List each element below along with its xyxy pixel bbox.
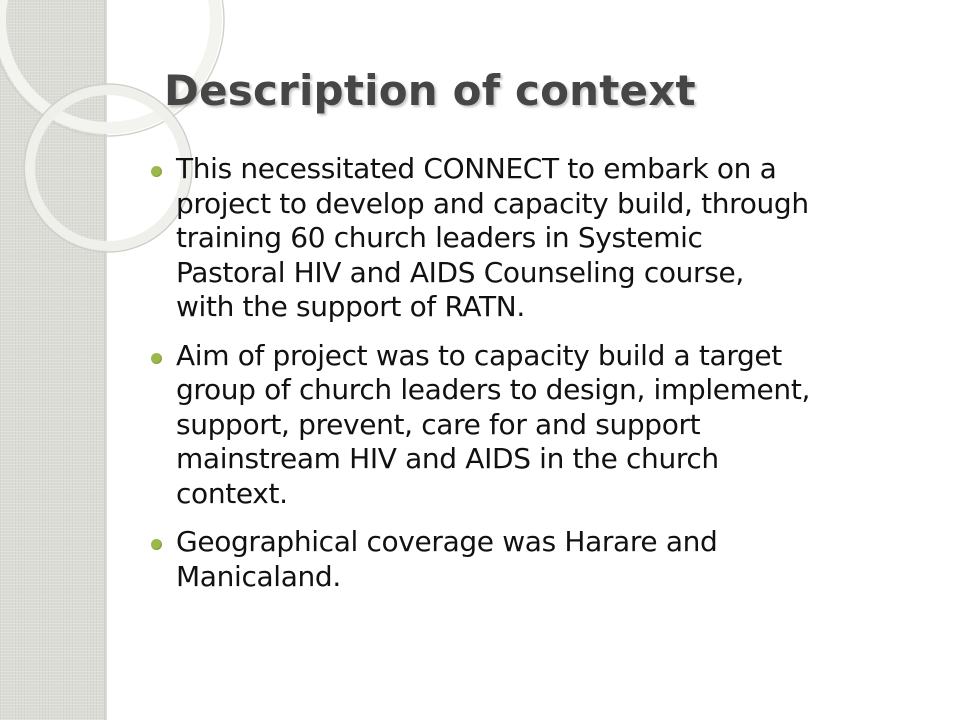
bullet-item — [150, 152, 940, 325]
bullet-text-line: Geographical coverage was Harare and — [176, 525, 718, 558]
bullet-text-line: This necessitated CONNECT to embark on a — [176, 152, 777, 185]
bullet-item — [150, 525, 940, 594]
bullet-text-line: Pastoral HIV and AIDS Counseling course, — [176, 255, 744, 289]
bullet-list — [150, 152, 940, 608]
bullet-text-line: with the support of RATN. — [176, 290, 525, 323]
bullet-text-line: Aim of project was to capacity build a target — [176, 338, 782, 372]
slide-title: Description of context — [164, 66, 696, 115]
bullet-dot-icon — [151, 539, 162, 550]
bullet-text-line: mainstream HIV and AIDS in the church — [176, 442, 719, 475]
bullet-text-line: group of church leaders to design, implement, — [176, 373, 811, 406]
bullet-text-line: context. — [176, 476, 288, 510]
textured-side-panel — [0, 0, 104, 720]
bullet-dot-icon — [151, 166, 162, 177]
bullet-text-line: project to develop and capacity build, through — [176, 186, 809, 220]
bullet-dot-icon — [151, 353, 162, 364]
bullet-text-line: Manicaland. — [176, 559, 341, 593]
side-panel-edge — [104, 0, 107, 720]
bullet-item — [150, 339, 940, 512]
bullet-text-line: support, prevent, care for and support — [176, 407, 701, 441]
bullet-text-line: training 60 church leaders in Systemic — [176, 221, 703, 254]
